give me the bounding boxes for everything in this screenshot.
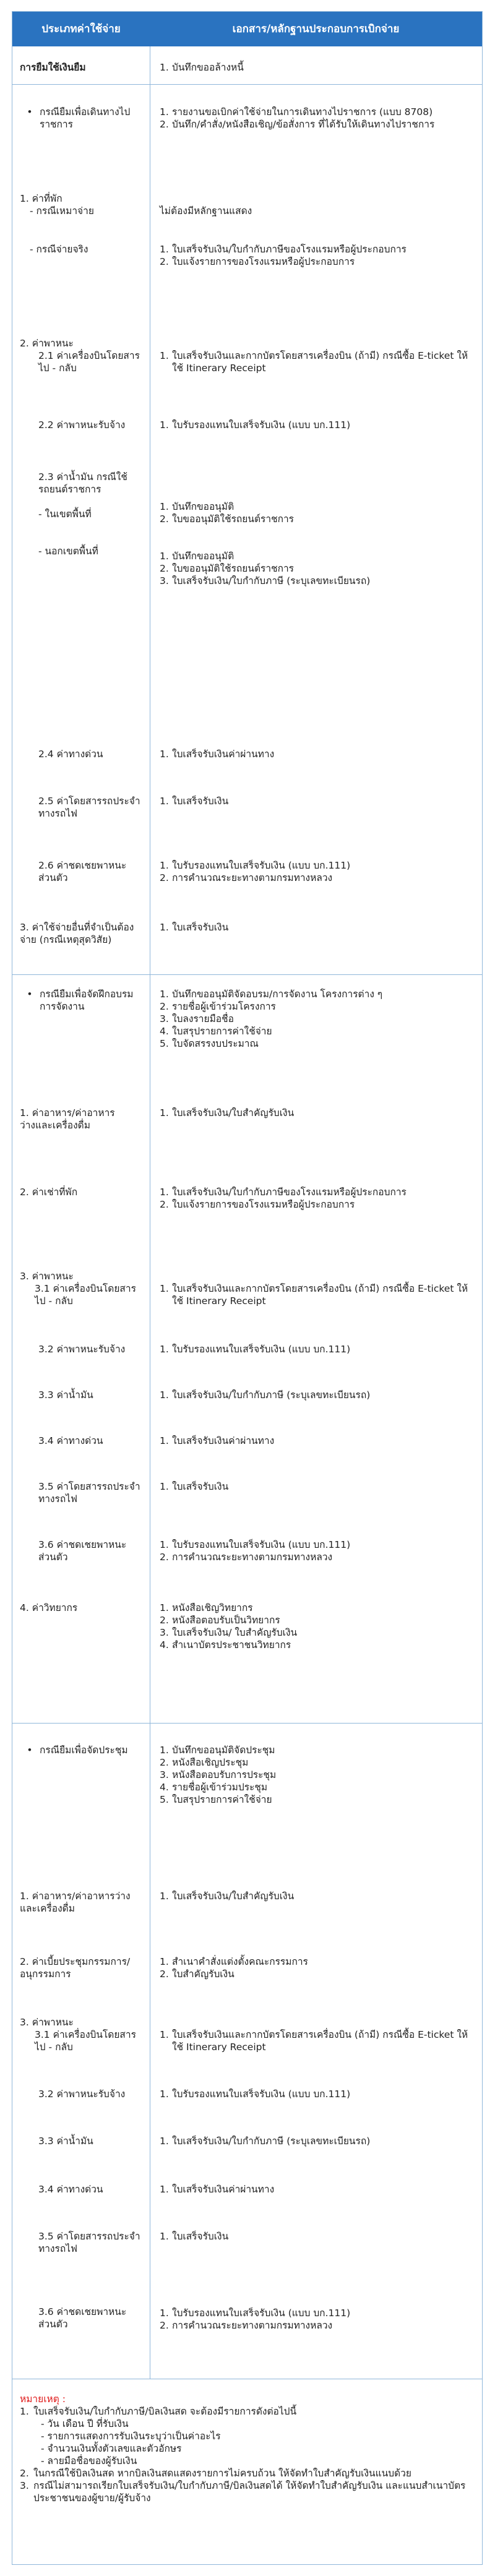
meeting-hire-label: 3.2 ค่าพาหนะรับจ้าง [38,2089,126,2100]
travel-out-label: - นอกเขตพื้นที่ [38,546,98,557]
training-toll-label: 3.4 ค่าทางด่วน [38,1435,103,1446]
travel-vehicle-label: 2. ค่าพาหนะ [20,338,74,349]
section-divider [12,974,482,975]
training-private-label: 3.6 ค่าชดเชยพาหนะส่วนตัว [38,1539,127,1563]
travel-other-label: 3. ค่าใช้จ่ายอื่นที่จำเป็นต้องจ่าย (กรณีเหตุสุดวิสัย) [20,922,134,945]
travel-private-label: 2.6 ค่าชดเชยพาหนะส่วนตัว [38,860,127,883]
meeting-private-label: 3.6 ค่าชดเชยพาหนะส่วนตัว [38,2306,127,2330]
note-section: หมายเหตุ : 1. ใบเสร็จรับเงิน/ใบกำกับภาษี/บิลเงินสด จะต้องมีรายการดังต่อไปนี้ - วัน เดือน ปี ที่รับเงิน - รายการแสดงการรับเงินระบุว่าเป็นค่าอะไร - จำนวนเงินทั้งตัวเลขและตัวอักษร - ลายมือชื่อของผู้รับเงิน 2. ในกรณีใช้บิลเงินสด หากบิลเงินสดแสดงรายการไม่ครบถ้วน ให้จัดทำใบสำคัญรับเงินแนบด้วย 3. กรณีไม่สามารถเรียกใบเสร็จรับเงิน/ใบกำกับภาษี/บิลเงินสดได้ ให้จัดทำใบสำคัญรับเงิน และแนบสำเนาบัตรประชาชนของผู้ขาย/ผู้รับจ้าง [12,2379,482,2504]
travel-title: กรณียืมเพื่อเดินทางไปราชการ [40,106,131,130]
loan-label: การยืมใช้เงินยืม [20,62,86,73]
travel-fuel-label: 2.3 ค่าน้ำมัน กรณีใช้รถยนต์ราชการ [38,471,127,495]
meeting-allow-label: 2. ค่าเบี้ยประชุมกรรมการ/อนุกรรมการ [20,1956,131,1980]
meeting-food-label: 1. ค่าอาหาร/ค่าอาหารว่างและเครื่องดื่ม [20,1891,131,1914]
training-rent-label: 2. ค่าเช่าที่พัก [20,1187,78,1198]
note-item-3: กรณีไม่สามารถเรียกใบเสร็จรับเงิน/ใบกำกับภาษี/บิลเงินสดได้ ให้จัดทำใบสำคัญรับเงิน และแนบสำเนาบัตรประชาชนของผู้ขาย/ผู้รับจ้าง [33,2480,466,2504]
meeting-toll-label: 3.4 ค่าทางด่วน [38,2184,103,2195]
training-hire-label: 3.2 ค่าพาหนะรับจ้าง [38,1344,126,1355]
travel-lump-doc: ไม่ต้องมีหลักฐานแสดง [160,205,252,217]
reimbursement-table: ประเภทค่าใช้จ่าย เอกสาร/หลักฐานประกอบการเบิกจ่าย การยืมใช้เงินยืม 1. บันทึกขออล้างหนี้ • กรณียืมเพื่อเดินทางไปราชการ 1. รายงานขอเบิกค่าใช้จ่ายในการเดินทางไปราชการ (แบบ 8708) 2. บันทึก/คำสั่ง/หนังสือเชิญ/ข้อสั่งการ ที่ได้รับให้เดินทางไปราชการ 1. ค่าที่พัก - กรณีเหมาจ่าย ไม่ต้องมีหลักฐานแสดง - กรณีจ่ายจริง 1. ใบเสร็จรับเงิน/ใบกำกับภาษีของโรงแรมหรือผู้ประกอบการ 2. ใบแจ้งรายการของโรงแรมหรือผู้ประกอบการ 2. ค่าพาหนะ 2.1 ค่าเครื่องบินโดยสารไป - กลับ 1. ใบเสร็จรับเงินและกากบัตรโดยสารเครื่องบิน (ถ้ามี) กรณีซื้อ E-ticket ให้ใช้ Itinerary Receipt 2.2 ค่าพาหนะรับจ้าง 1. ใบรับรองแทนใบเสร็จรับเงิน (แบบ บก.111) 2.3 ค่าน้ำมัน กรณีใช้รถยนต์ราชการ - ในเขตพื้นที่ 1. บันทึกขออนุมัติ 2. ใบขออนุมัติใช้รถยนต์ราชการ - นอกเขตพื้นที่ 1. บันทึกขออนุมัติ 2. ใบขออนุมัติใช้รถยนต์ราชการ 3. ใบเสร็จรับเงิน/ใบกำกับภาษี (ระบุเลขทะเบียนรถ) 2.4 ค่าทางด่วน 1. ใบเสร็จรับเงินค่าผ่านทาง 2.5 ค่าโดยสารรถประจำทางรถไฟ 1. ใบเสร็จรับเงิน 2.6 ค่าชดเชยพาหนะส่วนตัว 1. ใบรับรองแทนใบเสร็จรับเงิน (แบบ บก.111) 2. การคำนวณระยะทางตามกรมทางหลวง 3. ค่าใช้จ่ายอื่นที่จำเป็นต้องจ่าย (กรณีเหตุสุดวิสัย) 1. ใบเสร็จรับเงิน • กรณียืมเพื่อจัดฝึกอบรม การจัดงาน 1. บันทึกขออนุมัติจัดอบรม/การจัดงาน โครงการต่าง ๆ 2. รายชื่อผู้เข้าร่วมโครงการ 3. ใบลงรายมือชื่อ 4. ใบสรุปรายการค่าใช้จ่าย 5. ใบจัดสรรงบประมาณ 1. ค่าอาหาร/ค่าอาหารว่างและเครื่องดื่ม 1. ใบเสร็จรับเงิน/ใบสำคัญรับเงิน 2. ค่าเช่าที่พัก 1. ใบเสร็จรับเงิน/ใบกำกับภาษีของโรงแรมหรือผู้ประกอบการ 2. ใบแจ้งรายการของโรงแรมหรือผู้ประกอบการ 3. ค่าพาหนะ 3.1 ค่าเครื่องบินโดยสารไป - กลับ 1. ใบเสร็จรับเงินและกากบัตรโดยสารเครื่องบิน (ถ้ามี) กรณีซื้อ E-ticket ให้ใช้ Itinerary Receipt 3.2 ค่าพาหนะรับจ้าง 1. ใบรับรองแทนใบเสร็จรับเงิน (แบบ บก.111) 3.3 ค่าน้ำมัน 1. ใบเสร็จรับเงิน/ใบกำกับภาษี (ระบุเลขทะเบียนรถ) 3.4 ค่าทางด่วน 1. ใบเสร็จรับเงินค่าผ่านทาง 3.5 ค่าโดยสารรถประจำทางรถไฟ 1. ใบเสร็จรับเงิน 3.6 ค่าชดเชยพาหนะส่วนตัว 1. ใบรับรองแทนใบเสร็จรับเงิน (แบบ บก.111) 2. การคำนวณระยะทางตามกรมทางหลวง 4. ค่าวิทยากร 1. หนังสือเชิญวิทยากร 2. หนังสือตอบรับเป็นวิทยากร 3. ใบเสร็จรับเงิน/ ใบสำคัญรับเงิน 4. สำเนาบัตรประชาชนวิทยากร • กรณียืมเพื่อจัดประชุม 1. บันทึกขออนุมัติจัดประชุม 2. หนังสือเชิญประชุม 3. หนังสือตอบรับการประชุม 4. รายชื่อผู้เข้าร่วมประชุม 5. ใบสรุปรายการค่าใช้จ่าย 1. ค่าอาหาร/ค่าอาหารว่างและเครื่องดื่ม 1. ใบเสร็จรับเงิน/ใบสำคัญรับเงิน 2. ค่าเบี้ยประชุมกรรมการ/อนุกรรมการ 1. สำเนาคำสั่งแต่งตั้งคณะกรรมการ 2. ใบสำคัญรับเงิน 3. ค่าพาหนะ 3.1 ค่าเครื่องบินโดยสารไป - กลับ 1. ใบเสร็จรับเงินและกากบัตรโดยสารเครื่องบิน (ถ้ามี) กรณีซื้อ E-ticket ให้ใช้ Itinerary Receipt 3.2 ค่าพาหนะรับจ้าง 1. ใบรับรองแทนใบเสร็จรับเงิน (แบบ บก.111) 3.3 ค่าน้ำมัน 1. ใบเสร็จรับเงิน/ใบกำกับภาษี (ระบุเลขทะเบียนรถ) 3.4 ค่าทางด่วน 1. ใบเสร็จรับเงินค่าผ่านทาง 3.5 ค่าโดยสารรถประจำทางรถไฟ 1. ใบเสร็จรับเงิน 3.6 ค่าชดเชยพาหนะส่วนตัว 1. ใบรับรองแทนใบเสร็จรับเงิน (แบบ บก.111) 2. การคำนวณระยะทางตามกรมทางหลวง หมายเหตุ : 1. ใบเสร็จรับเงิน/ใบกำกับภาษี/บิลเงินสด จะต้องมีรายการดังต่อไปนี้ - วัน เดือน ปี ที่รับเงิน - รายการแสดงการรับเงินระบุว่าเป็นค่าอะไร - จำนวนเงินทั้งตัวเลขและตัวอักษร - ลายมือชื่อของผู้รับเงิน 2. ในกรณีใช้บิลเงินสด หากบิลเงินสดแสดงรายการไม่ครบถ้วน ให้จัดทำใบสำคัญรับเงินแนบด้วย 3. กรณีไม่สามารถเรียกใบเสร็จรับเงิน/ใบกำกับภาษี/บิลเงินสดได้ ให้จัดทำใบสำคัญรับเงิน และแนบสำเนาบัตรประชาชนของผู้ขาย/ผู้รับจ้าง [12,11,483,2565]
travel-lump-label: - กรณีเหมาจ่าย [30,205,94,217]
travel-in-label: - ในเขตพื้นที่ [38,509,92,520]
training-title: กรณียืมเพื่อจัดฝึกอบรม การจัดงาน [40,989,134,1012]
training-food-label: 1. ค่าอาหาร/ค่าอาหารว่างและเครื่องดื่ม [20,1107,115,1131]
header-expense-type: ประเภทค่าใช้จ่าย [41,23,121,35]
travel-lodging-label: 1. ค่าที่พัก [20,193,62,204]
note-item-1: ใบเสร็จรับเงิน/ใบกำกับภาษี/บิลเงินสด จะต้องมีรายการดังต่อไปนี้ [33,2406,297,2417]
loan-doc: บันทึกขออล้างหนี้ [172,62,244,73]
travel-air-label: 2.1 ค่าเครื่องบินโดยสารไป - กลับ [38,350,140,374]
table-header [12,12,482,46]
training-lecturer-label: 4. ค่าวิทยากร [20,1602,78,1613]
travel-toll-label: 2.4 ค่าทางด่วน [38,749,103,760]
travel-actual-label: - กรณีจ่ายจริง [30,244,88,255]
note-item-2: ในกรณีใช้บิลเงินสด หากบิลเงินสดแสดงรายการไม่ครบถ้วน ให้จัดทำใบสำคัญรับเงินแนบด้วย [33,2468,411,2479]
training-air-label: 3.1 ค่าเครื่องบินโดยสารไป - กลับ [35,1283,136,1307]
note-title: หมายเหตุ : [20,2394,66,2405]
training-fuel-label: 3.3 ค่าน้ำมัน [38,1389,93,1401]
travel-doc-1: รายงานขอเบิกค่าใช้จ่ายในการเดินทางไปราชการ (แบบ 8708) [172,106,433,118]
training-train-label: 3.5 ค่าโดยสารรถประจำทางรถไฟ [38,1481,140,1505]
meeting-vehicle-label: 3. ค่าพาหนะ [20,2017,74,2028]
meeting-air-label: 3.1 ค่าเครื่องบินโดยสารไป - กลับ [35,2029,136,2053]
header-documents: เอกสาร/หลักฐานประกอบการเบิกจ่าย [232,23,400,35]
meeting-title: กรณียืมเพื่อจัดประชุม [40,1745,128,1756]
meeting-fuel-label: 3.3 ค่าน้ำมัน [38,2136,93,2147]
meeting-train-label: 3.5 ค่าโดยสารรถประจำทางรถไฟ [38,2231,140,2254]
travel-hire-label: 2.2 ค่าพาหนะรับจ้าง [38,419,126,431]
travel-doc-2: บันทึก/คำสั่ง/หนังสือเชิญ/ข้อสั่งการ ที่ได้รับให้เดินทางไปราชการ [172,119,435,130]
section-divider [12,1723,482,1724]
travel-train-label: 2.5 ค่าโดยสารรถประจำทางรถไฟ [38,796,140,819]
row-divider [12,84,482,85]
training-vehicle-label: 3. ค่าพาหนะ [20,1271,74,1282]
